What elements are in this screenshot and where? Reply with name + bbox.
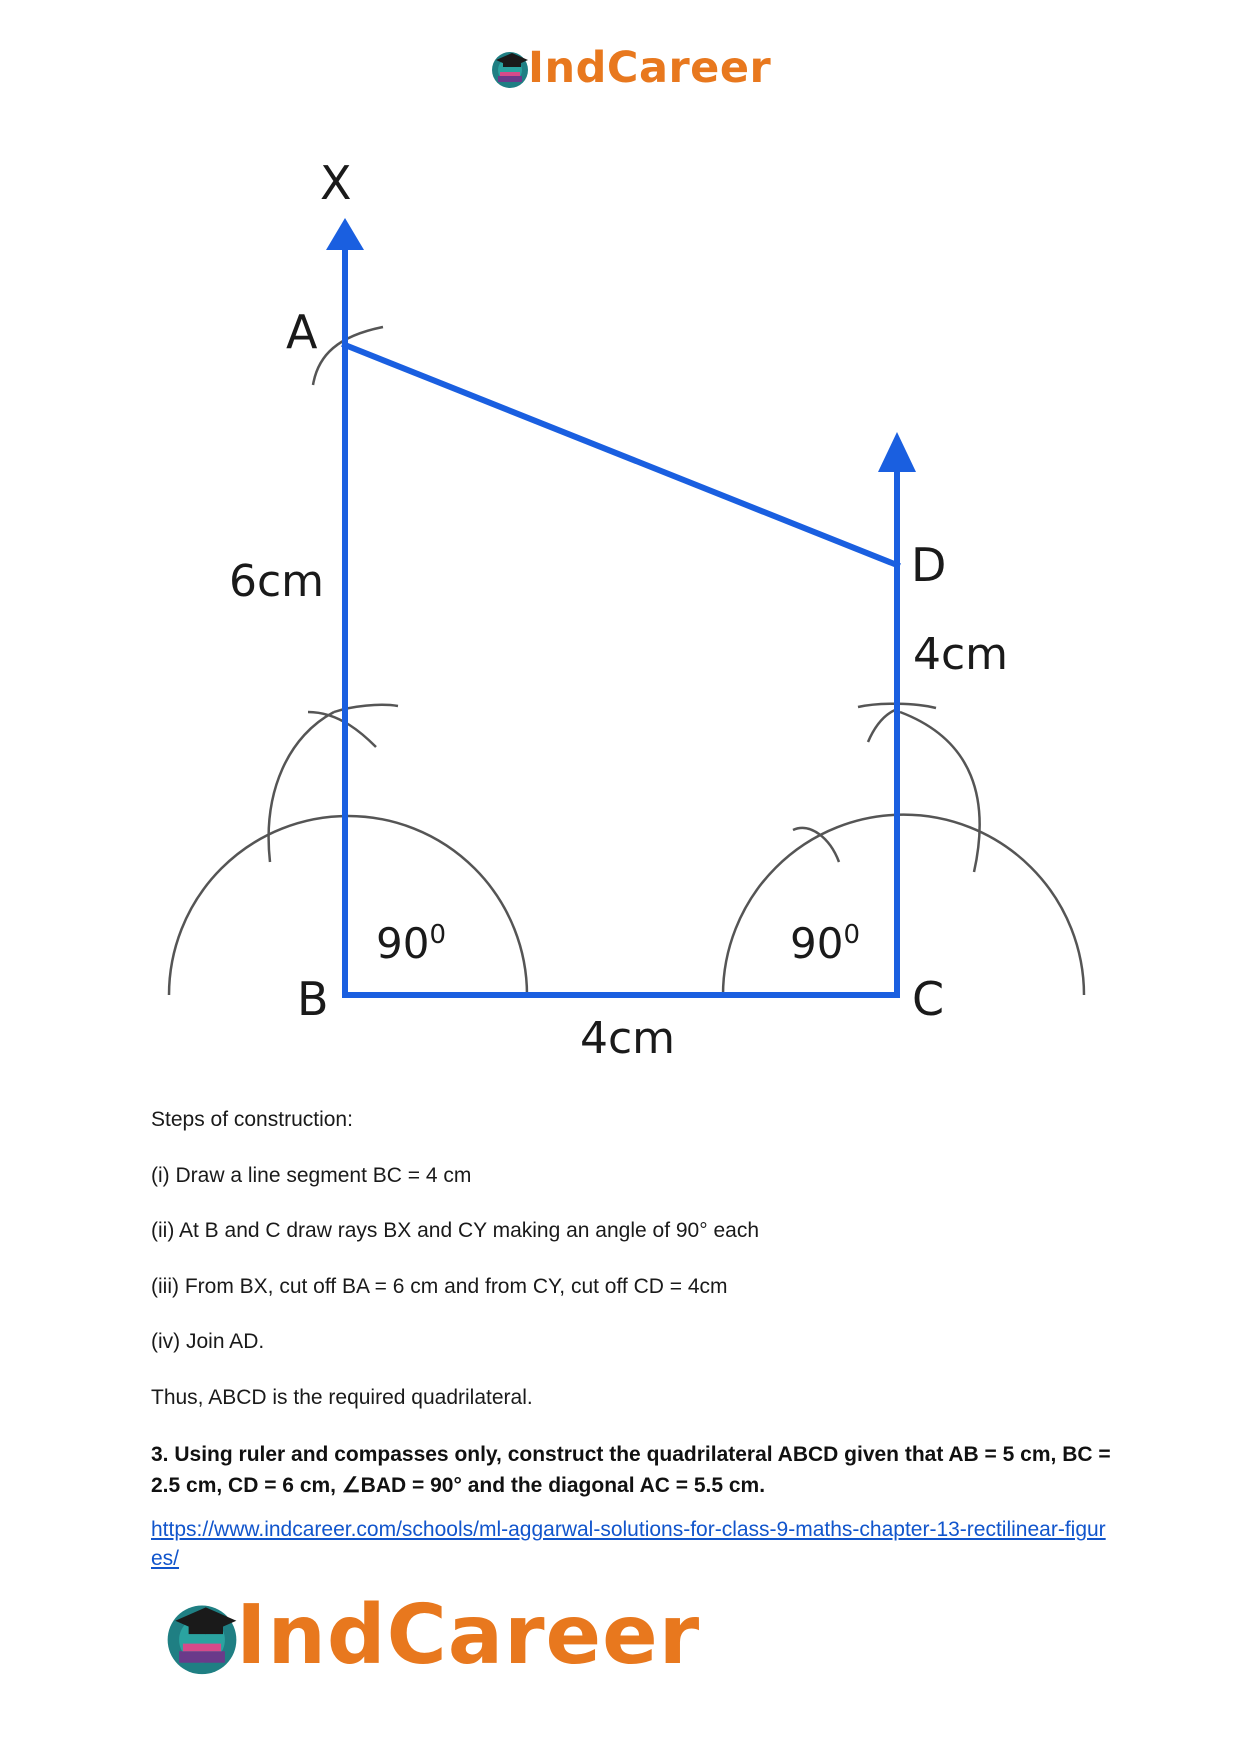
arrowhead-y: [878, 432, 916, 472]
label-a: A: [286, 305, 318, 359]
steps-heading: Steps of construction:: [151, 1108, 353, 1131]
conclusion: Thus, ABCD is the required quadrilateral.: [151, 1386, 533, 1409]
logo-wordmark: IndCareer: [236, 1588, 701, 1683]
label-x: X: [320, 156, 352, 210]
label-d: D: [911, 538, 947, 592]
arc-c-upper-left: [868, 710, 895, 742]
question-3: 3. Using ruler and compasses only, construct the quadrilateral ABCD given that AB = 5 cm, BC = 2.5 cm, CD = 6 cm, ∠BAD = 90° and the diagonal AC = 5.5 cm.: [151, 1443, 1111, 1497]
step-2: (ii) At B and C draw rays BX and CY making an angle of 90° each: [151, 1219, 760, 1242]
arc-c-small: [793, 828, 839, 862]
label-cd-length: 4cm: [913, 629, 1009, 680]
graduation-globe-icon: [160, 1594, 244, 1678]
footer-logo: [160, 1588, 720, 1683]
angle-c-degree: 0: [843, 920, 860, 950]
label-c: C: [912, 972, 945, 1026]
angle-b-value: 90: [376, 919, 430, 968]
label-bc-length: 4cm: [580, 1013, 676, 1064]
step-3: (iii) From BX, cut off BA = 6 cm and from CY, cut off CD = 4cm: [151, 1275, 728, 1298]
logo-wordmark: IndCareer: [528, 43, 772, 93]
construction-lines: [345, 245, 897, 995]
label-b: B: [297, 972, 329, 1026]
step-1: (i) Draw a line segment BC = 4 cm: [151, 1164, 472, 1187]
arc-c-upper-right: [900, 712, 980, 872]
arc-b-upper-left: [269, 712, 334, 862]
source-link[interactable]: https://www.indcareer.com/schools/ml-aggarwal-solutions-for-class-9-maths-chapter-13-rectilinear-figures/: [151, 1518, 1106, 1570]
angle-b-degree: 0: [429, 920, 446, 950]
label-angle-b: [376, 919, 446, 968]
arrowhead-x: [326, 218, 364, 250]
label-angle-c: [790, 919, 860, 968]
segment-ad: [345, 345, 897, 565]
step-4: (iv) Join AD.: [151, 1330, 265, 1353]
label-ab-length: 6cm: [229, 556, 325, 607]
arc-c-large: [723, 815, 1084, 995]
angle-c-value: 90: [790, 919, 844, 968]
